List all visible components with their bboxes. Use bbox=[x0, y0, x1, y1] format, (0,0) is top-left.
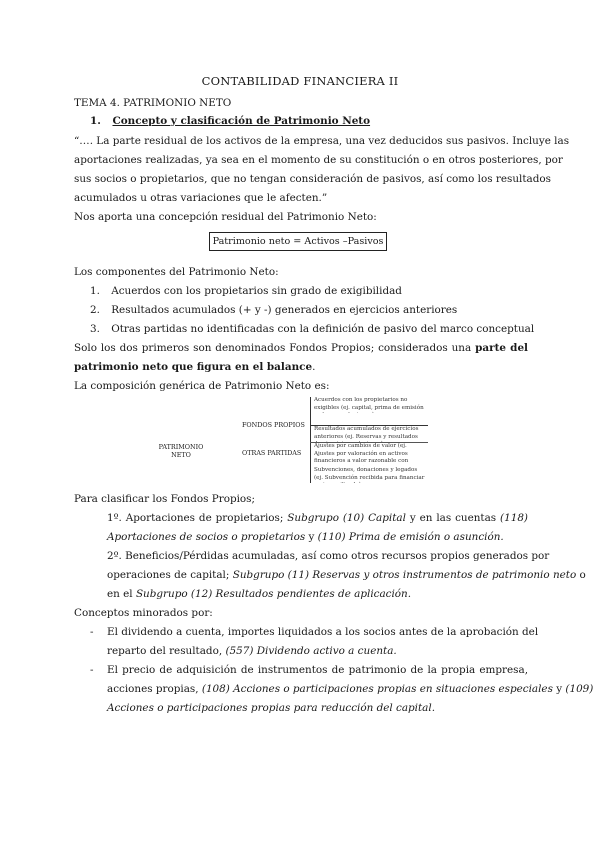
quote-line-1: “…. La parte residual de los activos de la empresa, una vez deducidos sus pasivos. Incluye las bbox=[74, 135, 570, 147]
clas1-line-1 bbox=[107, 511, 528, 525]
fondos-note-end: . bbox=[312, 361, 316, 373]
clas1-account-name: Aportaciones de socios o propietarios bbox=[107, 531, 306, 543]
section-number: 1. bbox=[90, 115, 101, 127]
bullet-dash: - bbox=[90, 626, 94, 638]
component-text: Otras partidas no identificadas con la definición de pasivo del marco conceptual bbox=[111, 323, 535, 335]
clas2-text: en el bbox=[107, 588, 133, 600]
quote-line-2: aportaciones realizadas, ya sea en el momento de su constitución o en otros posteriores, por bbox=[74, 154, 563, 166]
minorado-2-line-3: Acciones o participaciones propias para reducción del capital. bbox=[107, 702, 436, 714]
minorado-2-line-1: El precio de adquisición de instrumentos de patrimonio de la propia empresa, bbox=[107, 664, 528, 676]
residual-intro: Nos aporta una concepción residual del Patrimonio Neto: bbox=[74, 211, 377, 223]
table-fondos-item: Resultados acumulados de ejercicios anteriores (ej. Reservas y resultados bbox=[314, 426, 419, 440]
minorados-intro: Conceptos minorados por: bbox=[74, 607, 213, 619]
clas1-line-2 bbox=[107, 530, 504, 544]
clas2-line-3 bbox=[107, 587, 411, 601]
minorado-2-line-2 bbox=[107, 682, 594, 696]
table-fondos-propios-label: FONDOS PROPIOS bbox=[242, 421, 305, 429]
minorado-account: (557) Dividendo activo a cuenta. bbox=[225, 645, 397, 657]
composition-table bbox=[148, 397, 428, 483]
fondos-note-line-1 bbox=[74, 341, 528, 355]
component-item bbox=[90, 284, 402, 298]
formula-box: Patrimonio neto = Activos –Pasivos bbox=[209, 232, 387, 251]
clas1-and: y bbox=[308, 531, 315, 543]
clas2-line-1: 2º. Beneficios/Pérdidas acumuladas, así como otros recursos propios generados por bbox=[107, 550, 550, 562]
minorado-text: acciones propias, bbox=[107, 683, 199, 695]
table-fondos-item: Acuerdos con los propietarios no exigibles (ej. capital, prima de emisión bbox=[314, 397, 424, 411]
component-item bbox=[90, 322, 534, 336]
clas2-end: o bbox=[579, 569, 586, 581]
table-otras-partidas-label: OTRAS PARTIDAS bbox=[242, 449, 302, 457]
components-intro: Los componentes del Patrimonio Neto: bbox=[74, 266, 279, 278]
fondos-note-line-2 bbox=[74, 360, 315, 374]
clasificar-intro: Para clasificar los Fondos Propios; bbox=[74, 493, 256, 505]
section-title: Concepto y clasificación de Patrimonio Neto bbox=[112, 115, 371, 127]
minorado-1-line-1: El dividendo a cuenta, importes liquidados a los socios antes de la aprobación del bbox=[107, 626, 539, 638]
fondos-note-bold: parte del bbox=[475, 342, 528, 354]
clas1-account-2: (110) Prima de emisión o asunción. bbox=[317, 531, 504, 543]
clas2-subgroup: Subgrupo (11) Reservas y otros instrumentos de patrimonio neto bbox=[232, 569, 577, 581]
component-number: 1. bbox=[90, 285, 100, 297]
quote-line-3: sus socios o propietarios, que no tengan consideración de pasivos, así como los resultados bbox=[74, 173, 551, 185]
tema-heading: TEMA 4. PATRIMONIO NETO bbox=[74, 97, 232, 109]
component-text: Acuerdos con los propietarios sin grado de exigibilidad bbox=[111, 285, 402, 297]
component-number: 2. bbox=[90, 304, 100, 316]
document-title: CONTABILIDAD FINANCIERA II bbox=[201, 74, 399, 88]
table-divider-vertical bbox=[310, 397, 311, 483]
fondos-note-bold-2: patrimonio neto que figura en el balance bbox=[74, 361, 313, 373]
component-number: 3. bbox=[90, 323, 100, 335]
table-otras-item: Ajustes por cambios de valor (ej. Ajustes por valoración en activos financieros a valor razonable con bbox=[314, 443, 409, 465]
clas2-line-2 bbox=[107, 568, 586, 582]
clas2-subgroup-2: Subgrupo (12) Resultados pendientes de aplicación. bbox=[135, 588, 412, 600]
section-heading bbox=[90, 114, 370, 128]
table-root-label: PATRIMONIO NETO bbox=[158, 443, 204, 459]
clas1-subgroup: Subgrupo (10) Capital bbox=[287, 512, 406, 524]
clas2-text: operaciones de capital; bbox=[107, 569, 230, 581]
minorado-account-2: (109) bbox=[565, 683, 594, 695]
minorado-1-line-2 bbox=[107, 644, 397, 658]
component-item bbox=[90, 303, 457, 317]
fondos-note-text: Solo los dos primeros son denominados Fondos Propios; considerados una bbox=[74, 342, 472, 354]
composition-intro: La composición genérica de Patrimonio Neto es: bbox=[74, 380, 330, 392]
minorado-text: reparto del resultado, bbox=[107, 645, 223, 657]
quote-line-4: acumulados u otras variaciones que le afecten.” bbox=[74, 192, 328, 204]
component-text: Resultados acumulados (+ y -) generados en ejercicios anteriores bbox=[111, 304, 458, 316]
minorado-account: (108) Acciones o participaciones propias en situaciones especiales bbox=[201, 683, 553, 695]
clas1-prefix: 1º. Aportaciones de propietarios; bbox=[107, 512, 284, 524]
bullet-dash: - bbox=[90, 664, 94, 676]
clas1-account: (118) bbox=[500, 512, 528, 524]
clas1-mid: y en las cuentas bbox=[409, 512, 497, 524]
minorado-and: y bbox=[556, 683, 563, 695]
table-otras-item: Subvenciones, donaciones y legados (ej. Subvención recibida para financiar bbox=[314, 467, 425, 481]
